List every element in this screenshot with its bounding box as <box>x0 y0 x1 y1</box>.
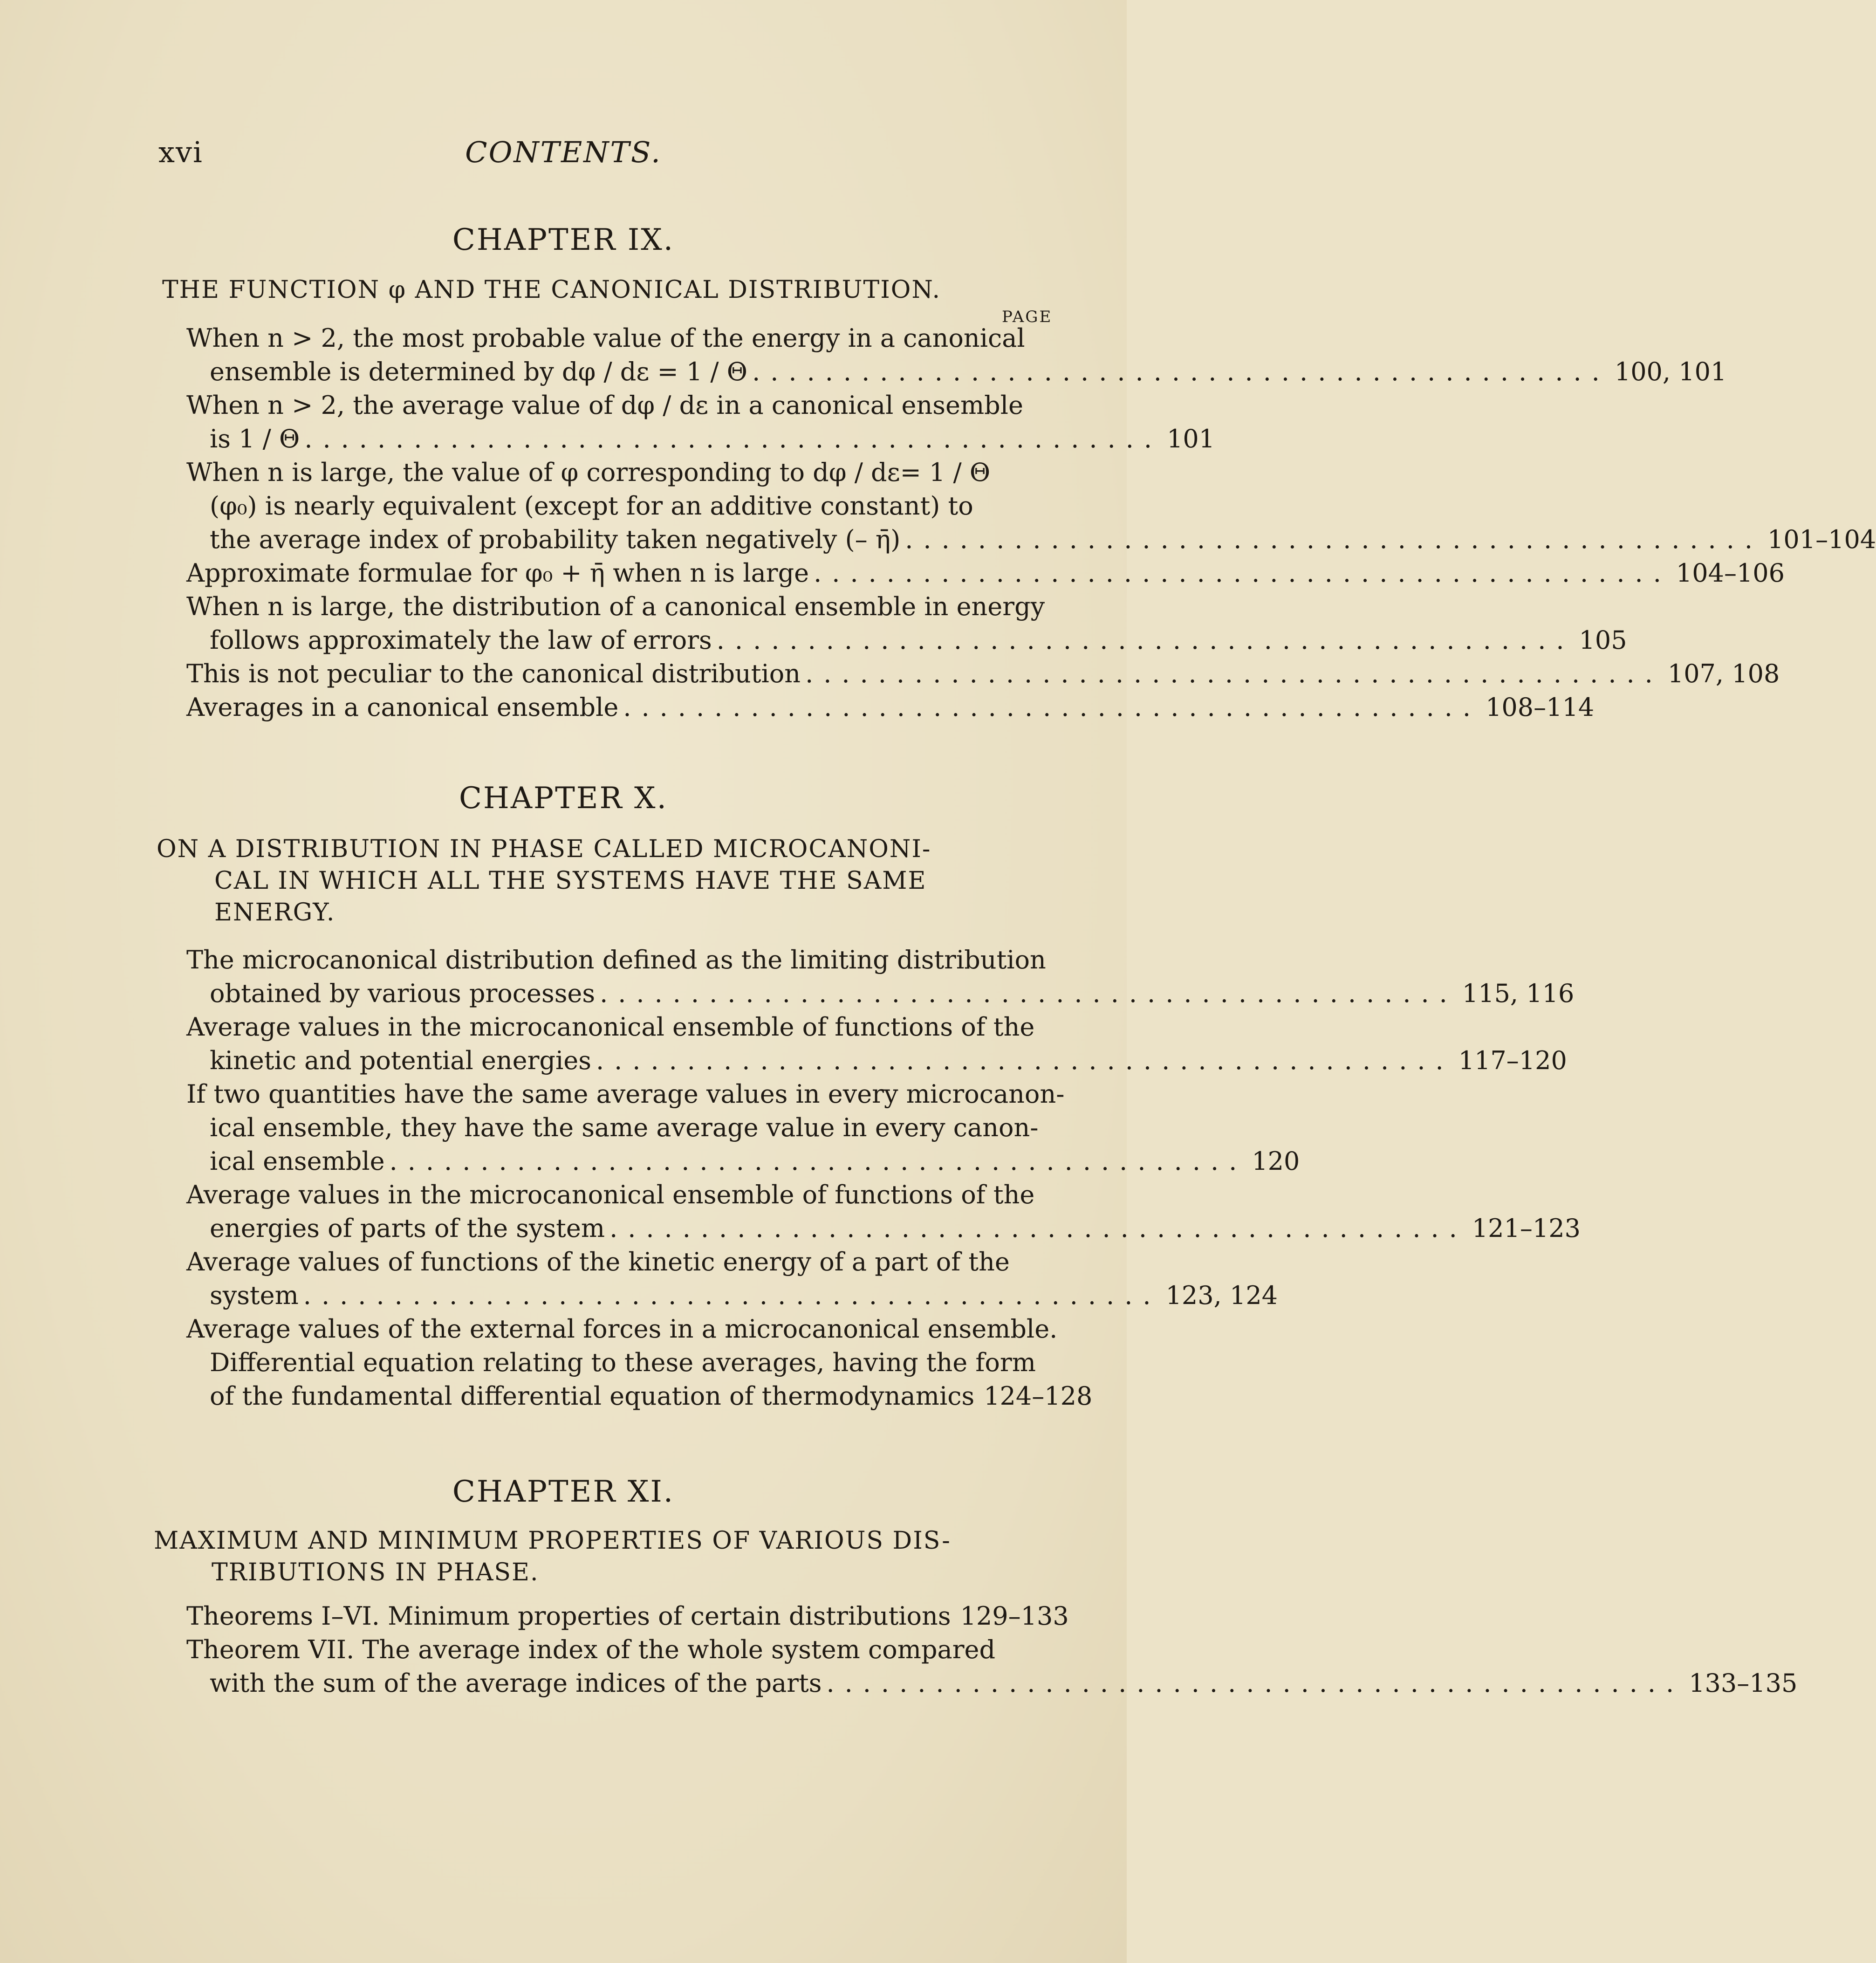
entry-text: kinetic and potential energies <box>210 1046 591 1075</box>
toc-entry <box>186 456 1876 556</box>
entry-last-line <box>186 1279 1278 1312</box>
entry-last-line <box>186 691 1595 724</box>
entry-line: When n is large, the value of φ corresponding to dφ / dε= 1 / Θ <box>186 458 991 487</box>
dot-leader: ............................................... <box>303 1281 1161 1310</box>
entry-text: the average index of probability taken negatively (– η̄) <box>210 525 901 554</box>
dot-leader: ............................................... <box>805 659 1663 688</box>
entry-last-line <box>186 1044 1567 1078</box>
entry-text: Theorems I–VI. Minimum properties of certain distributions <box>186 1601 951 1631</box>
entry-text: of the fundamental differential equation of thermodynamics <box>210 1381 975 1411</box>
page-column-label: PAGE <box>1002 308 1053 326</box>
toc-entry <box>186 1599 1069 1633</box>
entry-page: 101–104 <box>1767 525 1876 554</box>
chapter-subtitle <box>157 833 931 928</box>
entry-text: with the sum of the average indices of the parts <box>210 1668 822 1698</box>
toc-entry <box>186 1078 1300 1178</box>
chapter-subtitle <box>154 1525 951 1588</box>
toc-entry <box>186 1633 1798 1700</box>
chapter-subtitle <box>162 274 941 306</box>
entry-last-line <box>186 624 1627 657</box>
entry-text: ical ensemble <box>210 1146 385 1176</box>
toc-entry <box>186 1178 1581 1245</box>
chapter-subtitle-line: ON A DISTRIBUTION IN PHASE CALLED MICROCANONI- <box>157 835 931 863</box>
running-head <box>0 135 1127 172</box>
entry-page: 101 <box>1167 424 1215 453</box>
entry-last-line <box>186 422 1215 456</box>
entry-line: ical ensemble, they have the same average value in every canon- <box>210 1113 1039 1142</box>
entry-text: system <box>210 1281 299 1310</box>
chapter-heading: CHAPTER IX. <box>452 223 675 257</box>
chapter-subtitle-line: MAXIMUM AND MINIMUM PROPERTIES OF VARIOUS DIS- <box>154 1527 951 1555</box>
chapter-subtitle-line: ENERGY. <box>214 899 335 927</box>
toc-entry <box>186 943 1575 1010</box>
entry-text: This is not peculiar to the canonical distribution <box>186 659 801 688</box>
dot-leader: ............................................... <box>905 525 1763 554</box>
entry-page: 123, 124 <box>1165 1281 1278 1310</box>
entry-page: 104–106 <box>1676 558 1785 588</box>
entry-last-line <box>186 1599 1069 1633</box>
entry-page: 100, 101 <box>1614 357 1727 386</box>
toc-entry <box>186 1245 1278 1312</box>
dot-leader: ............................................... <box>389 1146 1247 1176</box>
entry-line: Differential equation relating to these averages, having the form <box>210 1348 1036 1377</box>
dot-leader: ............................................... <box>826 1668 1684 1698</box>
entry-line: Average values of functions of the kinetic energy of a part of the <box>186 1247 1010 1277</box>
entry-last-line <box>186 355 1727 389</box>
entry-page: 133–135 <box>1689 1668 1798 1698</box>
entry-line: When n > 2, the average value of dφ / dε in a canonical ensemble <box>186 391 1023 420</box>
entry-last-line <box>186 1212 1581 1245</box>
dot-leader: ............................................... <box>752 357 1610 386</box>
toc-entry <box>186 556 1785 590</box>
chapter-subtitle-line: THE FUNCTION φ AND THE CANONICAL DISTRIBUTION. <box>162 276 941 304</box>
entry-line: Average values of the external forces in a microcanonical ensemble. <box>186 1314 1058 1344</box>
entry-page: 124–128 <box>984 1381 1093 1411</box>
entry-text: Averages in a canonical ensemble <box>186 693 619 722</box>
entry-last-line <box>186 556 1785 590</box>
entry-text: obtained by various processes <box>210 979 596 1008</box>
entry-last-line <box>186 1145 1300 1178</box>
entry-page: 117–120 <box>1458 1046 1567 1075</box>
entry-line: When n > 2, the most probable value of the energy in a canonical <box>186 323 1025 353</box>
entry-page: 129–133 <box>960 1601 1069 1631</box>
entry-page: 121–123 <box>1472 1214 1581 1243</box>
entry-page: 115, 116 <box>1462 979 1575 1008</box>
chapter-subtitle-line: TRIBUTIONS IN PHASE. <box>212 1558 539 1586</box>
entry-page: 107, 108 <box>1667 659 1780 688</box>
entry-line: The microcanonical distribution defined as the limiting distribution <box>186 945 1046 975</box>
entry-last-line <box>186 657 1780 691</box>
dot-leader: ............................................... <box>814 558 1671 588</box>
entry-last-line <box>186 977 1575 1010</box>
entry-line: (φ₀) is nearly equivalent (except for an additive constant) to <box>210 491 973 521</box>
entry-line: If two quantities have the same average values in every microcanon- <box>186 1079 1065 1109</box>
dot-leader: ............................................... <box>609 1214 1467 1243</box>
entry-line: When n is large, the distribution of a canonical ensemble in energy <box>186 592 1045 621</box>
toc-entry <box>186 1010 1567 1078</box>
dot-leader: ............................................... <box>304 424 1163 453</box>
toc-entry <box>186 691 1595 724</box>
entry-text: ensemble is determined by dφ / dε = 1 / Θ <box>210 357 748 386</box>
dot-leader: ............................................... <box>716 625 1575 655</box>
entry-text: is 1 / Θ <box>210 424 300 453</box>
chapter-heading: CHAPTER X. <box>459 781 668 816</box>
dot-leader: ............................................... <box>596 1046 1454 1075</box>
entry-text: follows approximately the law of errors <box>210 625 712 655</box>
entry-text: energies of parts of the system <box>210 1214 605 1243</box>
page-number: xvi <box>158 135 203 169</box>
entry-page: 105 <box>1579 625 1627 655</box>
running-title: CONTENTS. <box>465 135 662 169</box>
entry-page: 108–114 <box>1486 693 1595 722</box>
toc-entry <box>186 1312 1093 1413</box>
toc-entry <box>186 322 1727 389</box>
toc-entry <box>186 657 1780 691</box>
entry-line: Average values in the microcanonical ensemble of functions of the <box>186 1180 1035 1209</box>
toc-entry <box>186 590 1627 657</box>
toc-entry <box>186 389 1215 456</box>
entry-last-line <box>186 1380 1093 1413</box>
chapter-heading: CHAPTER XI. <box>452 1475 675 1509</box>
entry-page: 120 <box>1252 1146 1300 1176</box>
entry-line: Average values in the microcanonical ensemble of functions of the <box>186 1012 1035 1042</box>
chapter-subtitle-line: CAL IN WHICH ALL THE SYSTEMS HAVE THE SAME <box>214 867 927 895</box>
dot-leader: ............................................... <box>623 693 1481 722</box>
dot-leader: ............................................... <box>600 979 1458 1008</box>
entry-last-line <box>186 1667 1798 1700</box>
entry-line: Theorem VII. The average index of the whole system compared <box>186 1635 996 1664</box>
entry-text: Approximate formulae for φ₀ + η̄ when n is large <box>186 558 809 588</box>
entry-last-line <box>186 523 1876 556</box>
